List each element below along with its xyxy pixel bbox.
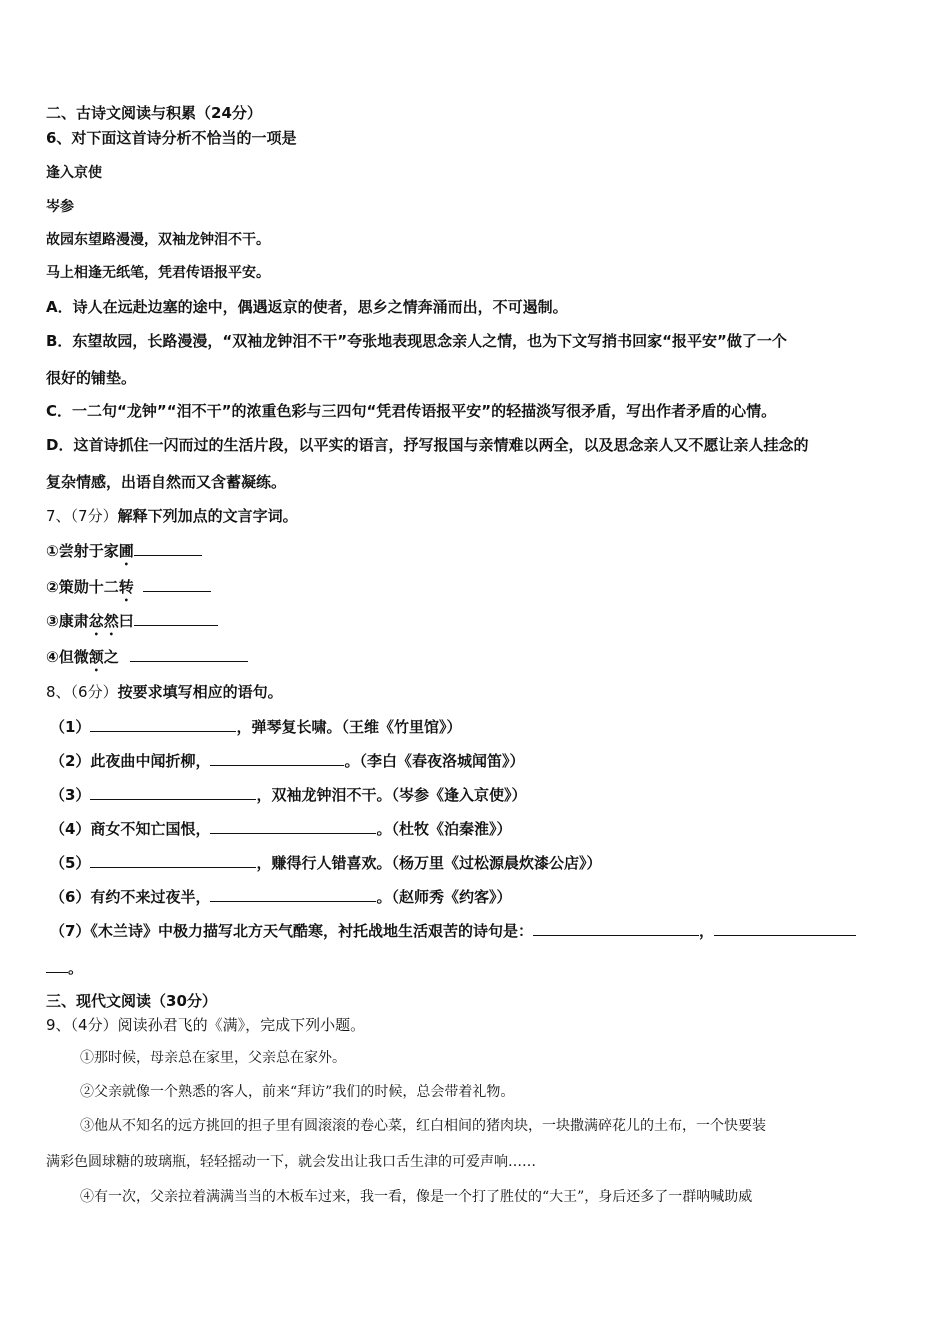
fill-item: （5） ，赚得行人错喜欢。（杨万里《过松源晨炊漆公店》） (50, 854, 602, 872)
passage-paragraph: ②父亲就像一个熟悉的客人，前来“拜访”我们的时候，总会带着礼物。 (80, 1084, 515, 1100)
dotted-word: 转 (118, 578, 134, 596)
poem-author: 岑参 (46, 199, 74, 215)
section-title: 三、现代文阅读（30分） (46, 992, 217, 1010)
answer-blank[interactable] (90, 716, 236, 732)
vocab-item: ②策勋十二转 (46, 576, 211, 605)
question-number: 7、 (46, 507, 71, 525)
question-8-stem (46, 682, 283, 702)
answer-blank[interactable] (210, 886, 376, 902)
answer-blank[interactable] (210, 750, 344, 766)
passage-paragraph: ④有一次，父亲拉着满满当当的木板车过来，我一看，像是一个打了胜仗的“大王”，身后还多了一群呐喊助威 (80, 1189, 753, 1205)
option-a: A．诗人在远赴边塞的途中，偶遇返京的使者，思乡之情奔涌而出，不可遏制。 (46, 298, 568, 316)
fill-item: （1） ，弹琴复长啸。（王维《竹里馆》） (50, 718, 462, 736)
answer-blank[interactable] (90, 852, 256, 868)
answer-blank[interactable] (134, 540, 202, 556)
fill-item: （6）有约不来过夜半， 。（赵师秀《约客》） (50, 888, 512, 906)
option-c: C．一二句“龙钟”“泪不干”的浓重色彩与三四句“凭君传语报平安”的轻描淡写很矛盾，写出作者矛盾的心情。 (46, 402, 777, 420)
question-9-stem: 9、（4分）阅读孙君飞的《满》，完成下列小题。 (46, 1016, 366, 1034)
question-score: （7分） (70, 507, 118, 525)
answer-blank[interactable] (533, 920, 699, 936)
passage-paragraph: ①那时候，母亲总在家里，父亲总在家外。 (80, 1050, 346, 1066)
passage-paragraph-continued: 满彩色圆球糖的玻璃瓶，轻轻摇动一下，就会发出让我口舌生津的可爱声响…… (46, 1154, 536, 1170)
question-6-stem: 6、对下面这首诗分析不恰当的一项是 (46, 129, 297, 147)
fill-item: （2）此夜曲中闻折柳， 。（李白《春夜洛城闻笛》） (50, 752, 525, 770)
vocab-item: ③康肃忿然曰 (46, 610, 218, 639)
section-title: 二、古诗文阅读与积累（24分） (46, 104, 262, 122)
passage-paragraph: ③他从不知名的远方挑回的担子里有圆滚滚的卷心菜，红白相间的猪肉块，一块撒满碎花儿的土布，一个快要装 (80, 1118, 766, 1134)
dotted-word: 忿然 (88, 612, 119, 630)
answer-blank[interactable] (714, 920, 856, 936)
poem-title: 逢入京使 (46, 165, 102, 181)
question-number: 8、 (46, 683, 71, 701)
answer-blank[interactable] (130, 646, 248, 662)
dotted-word: 颔 (88, 648, 104, 666)
question-text: 按要求填写相应的语句。 (117, 683, 283, 701)
fill-item: （3） ，双袖龙钟泪不干。（岑参《逢入京使》） (50, 786, 527, 804)
answer-blank[interactable] (143, 576, 211, 592)
question-text: 解释下列加点的文言字词。 (117, 507, 298, 525)
answer-blank[interactable] (210, 818, 376, 834)
question-score: （6分） (70, 683, 118, 701)
option-b: B．东望故园，长路漫漫，“双袖龙钟泪不干”夸张地表现思念亲人之情，也为下文写捎书回家“报平安”做了一个 (46, 332, 787, 350)
question-7-stem (46, 506, 298, 526)
dotted-word: 圃 (118, 542, 134, 560)
option-d: D．这首诗抓住一闪而过的生活片段，以平实的语言，抒写报国与亲情难以两全，以及思念亲人又不愿让亲人挂念的 (46, 436, 809, 454)
option-b-continued: 很好的铺垫。 (46, 369, 137, 387)
answer-blank[interactable] (46, 957, 68, 973)
fill-item: （7）《木兰诗》中极力描写北方天气酷寒，衬托战地生活艰苦的诗句是： ， (50, 920, 856, 941)
poem-line: 故园东望路漫漫，双袖龙钟泪不干。 (46, 232, 270, 248)
fill-item-continued: 。 (46, 957, 83, 978)
option-d-continued: 复杂情感，出语自然而又含蓄凝练。 (46, 473, 287, 491)
vocab-item: ④但微颔之 (46, 646, 248, 675)
vocab-item: ①尝射于家圃 (46, 540, 202, 569)
answer-blank[interactable] (134, 610, 218, 626)
poem-line: 马上相逢无纸笔，凭君传语报平安。 (46, 265, 270, 281)
answer-blank[interactable] (90, 784, 256, 800)
fill-item: （4）商女不知亡国恨， 。（杜牧《泊秦淮》） (50, 820, 512, 838)
